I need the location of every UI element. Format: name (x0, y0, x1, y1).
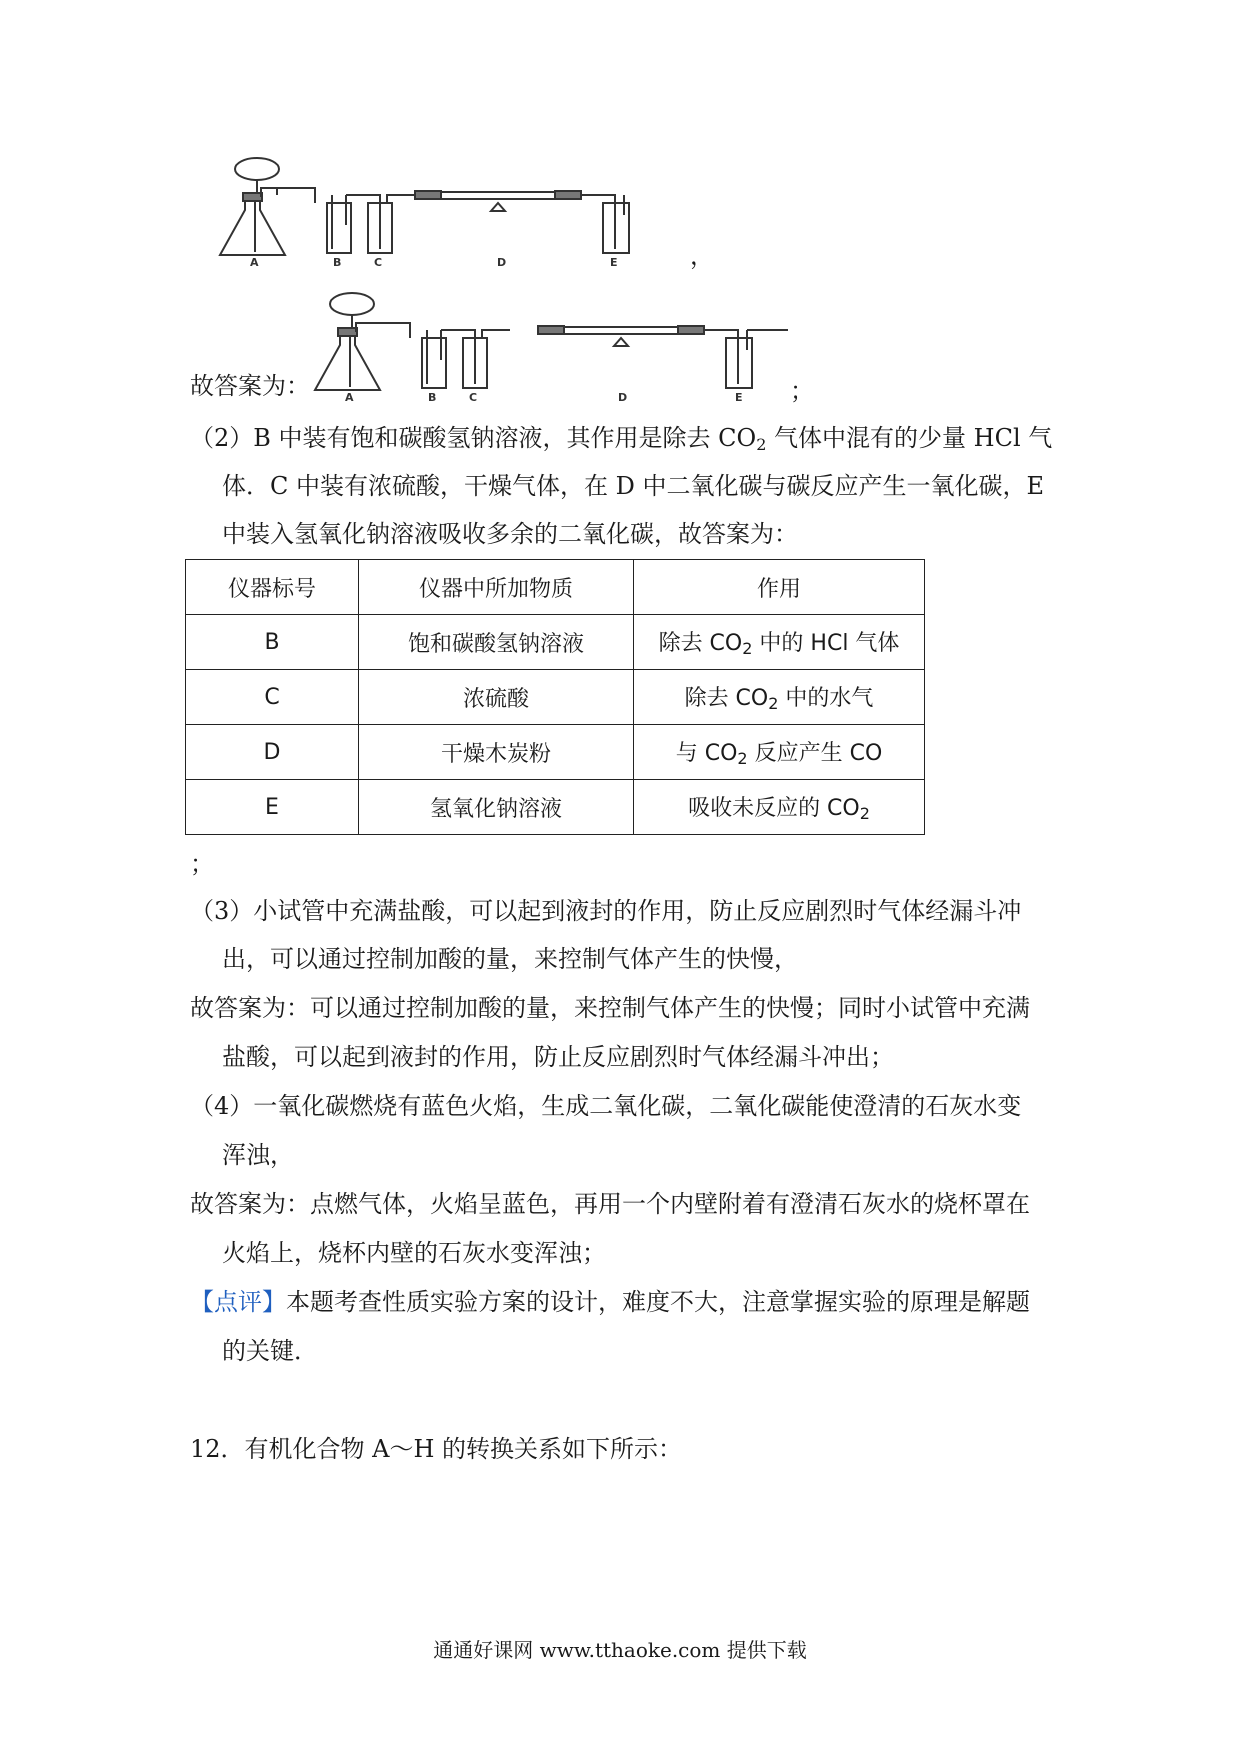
table-cell: 除去 $CO_2$ 中的 HCl 气体 (634, 615, 925, 670)
svg-text:B: B (428, 391, 437, 404)
review-tag: 【点评】 (190, 1288, 286, 1316)
apparatus-diagram-1 (215, 155, 715, 270)
table-row (186, 725, 925, 780)
svg-text:E: E (735, 391, 743, 404)
p3-line-4: 盐酸，可以起到液封的作用，防止反应剧烈时气体经漏斗冲出； (222, 1043, 894, 1071)
after-table-punct: ； (190, 850, 214, 878)
table-cell: D (186, 725, 359, 780)
review-line-2: 的关键． (222, 1337, 318, 1365)
answer-intro-label: 故答案为： (190, 372, 310, 400)
p2-line-3: 中装入氢氧化钠溶液吸收多余的二氧化碳，故答案为： (222, 520, 798, 548)
table-cell: 与 $CO_2$ 反应产生 CO (634, 725, 925, 780)
review-line-1: 【点评】本题考查性质实验方案的设计，难度不大，注意掌握实验的原理是解题 (190, 1288, 1030, 1316)
table-cell: C (186, 670, 359, 725)
apparatus-diagram-2 (310, 290, 810, 405)
p4-line-2: 浑浊， (222, 1141, 294, 1169)
svg-text:A: A (250, 256, 259, 269)
p2-line-2: 体．C 中装有浓硫酸，干燥气体，在 D 中二氧化碳与碳反应产生一氧化碳，E (222, 472, 1045, 500)
table-cell: 浓硫酸 (359, 670, 634, 725)
svg-text:C: C (374, 256, 383, 269)
p3-line-3: 故答案为：可以通过控制加酸的量，来控制气体产生的快慢；同时小试管中充满 (190, 994, 1030, 1022)
reagent-table (185, 559, 925, 835)
table-cell: E (186, 780, 359, 835)
p3-line-2: 出，可以通过控制加酸的量，来控制气体产生的快慢， (222, 945, 798, 973)
question-12: 12．有机化合物 A～H 的转换关系如下所示： (190, 1435, 683, 1463)
table-row (186, 670, 925, 725)
table-header-cell: 仪器标号 (186, 560, 359, 615)
table-cell: 除去 $CO_2$ 中的水气 (634, 670, 925, 725)
table-row (186, 615, 925, 670)
table-header-cell: 作用 (634, 560, 925, 615)
svg-text:E: E (610, 256, 618, 269)
table-cell: 氢氧化钠溶液 (359, 780, 634, 835)
svg-text:C: C (469, 391, 478, 404)
svg-text:A: A (345, 391, 354, 404)
page-footer: 通通好课网 www.tthaoke.com 提供下载 (433, 1638, 807, 1662)
diagram2-trailing-punct: ； (790, 377, 814, 405)
p4-line-3: 故答案为：点燃气体，火焰呈蓝色，再用一个内壁附着有澄清石灰水的烧杯罩在 (190, 1190, 1030, 1218)
svg-text:B: B (333, 256, 342, 269)
table-header-row (186, 560, 925, 615)
svg-text:D: D (497, 256, 507, 269)
table-cell: 吸收未反应的 $CO_2$ (634, 780, 925, 835)
table-cell: 干燥木炭粉 (359, 725, 634, 780)
table-cell: B (186, 615, 359, 670)
table-header-cell: 仪器中所加物质 (359, 560, 634, 615)
p3-line-1: （3）小试管中充满盐酸，可以起到液封的作用，防止反应剧烈时气体经漏斗冲 (190, 897, 1022, 925)
table-row (186, 780, 925, 835)
diagram1-trailing-punct: ， (690, 242, 714, 270)
svg-text:D: D (618, 391, 628, 404)
p2-line-1: （2）B 中装有饱和碳酸氢钠溶液，其作用是除去 $CO_2$ 气体中混有的少量 HCl 气 (190, 424, 1053, 454)
table-cell: 饱和碳酸氢钠溶液 (359, 615, 634, 670)
p4-line-1: （4）一氧化碳燃烧有蓝色火焰，生成二氧化碳，二氧化碳能使澄清的石灰水变 (190, 1092, 1022, 1120)
p4-line-4: 火焰上，烧杯内壁的石灰水变浑浊； (222, 1239, 606, 1267)
